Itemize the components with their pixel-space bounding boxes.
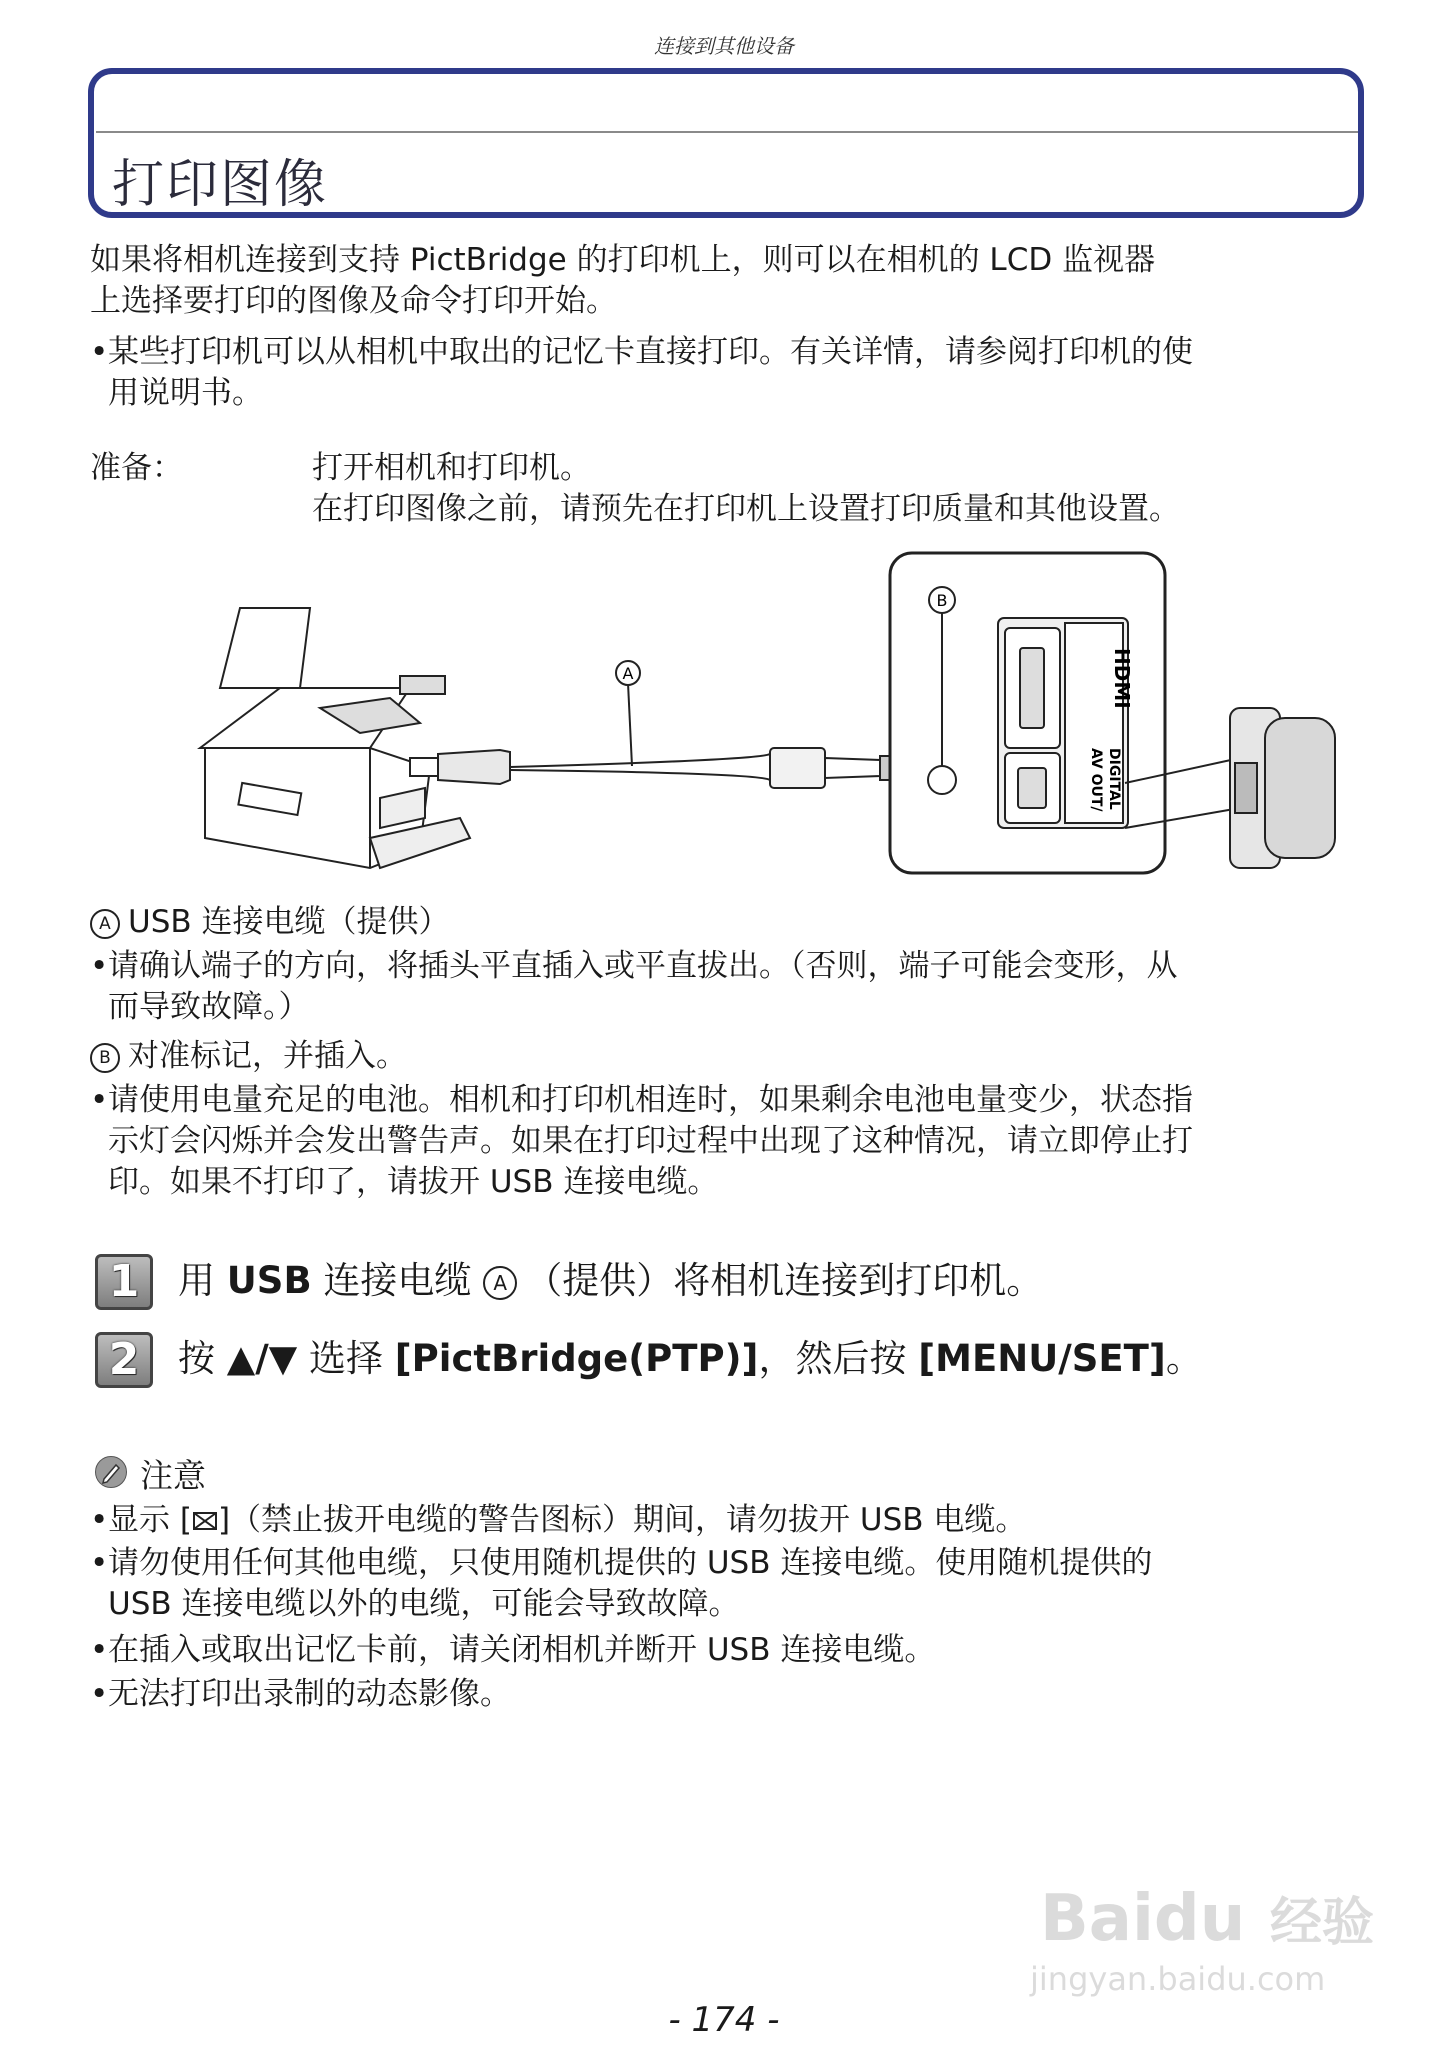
hdmi-label: HDMI (1110, 648, 1134, 709)
page-title: 打印图像 (112, 155, 329, 215)
digital-label: DIGITAL (1106, 748, 1122, 810)
step-2-post: 。 (1165, 1337, 1203, 1380)
watermark-brand-cn: 经验 (1270, 1893, 1375, 1953)
do-not-disconnect-icon (192, 1509, 218, 1533)
page-number: - 174 - (668, 2000, 780, 2040)
legend-b-marker: B (90, 1043, 120, 1073)
step-2-pre: 按 (178, 1337, 227, 1380)
step-1-usb: USB (226, 1259, 312, 1302)
legend-b-bullet-line-1: 请使用电量充足的电池。相机和打印机相连时，如果剩余电池电量变少，状态指 (108, 1082, 1193, 1118)
note-bullet-4-text: 无法打印出录制的动态影像。 (108, 1676, 511, 1712)
legend-a-bullet-line-1: 请确认端子的方向，将插头平直插入或平直拔出。（否则，端子可能会变形，从 (108, 948, 1178, 984)
intro-line-1: 如果将相机连接到支持 PictBridge 的打印机上，则可以在相机的 LCD 监视器 (90, 242, 1156, 278)
pencil-note-icon (95, 1456, 127, 1488)
usb-connection-diagram (160, 548, 1360, 918)
prep-line-1: 打开相机和打印机。 (312, 450, 591, 486)
legend-b-text: 对准标记，并插入。 (128, 1038, 407, 1074)
legend-b (90, 1036, 407, 1077)
legend-a-text: USB 连接电缆（提供） (128, 904, 450, 940)
section-header: 连接到其他设备 (654, 34, 794, 58)
note-bullet-1-pre: 显示 [ (108, 1502, 192, 1538)
step-2-arrows: ▲/▼ (226, 1337, 298, 1380)
watermark-url: jingyan.baidu.com (1030, 1960, 1326, 1998)
intro-bullet-line-2: 用说明书。 (108, 375, 263, 411)
intro-line-2: 上选择要打印的图像及命令打印开始。 (90, 283, 617, 319)
legend-a-bullet-line-2: 而导致故障。） (108, 989, 310, 1025)
label-b: B (936, 591, 948, 610)
legend-b-bullet-line-3: 印。如果不打印了，请拔开 USB 连接电缆。 (108, 1164, 719, 1200)
label-a: A (622, 664, 634, 683)
step-1-mid: 连接电缆 (311, 1259, 484, 1302)
alignment-mark (928, 766, 956, 794)
step-1-pre: 用 (178, 1259, 227, 1302)
step-1-number: 1 (95, 1254, 153, 1310)
av-out-label: AV OUT/ (1088, 748, 1104, 812)
step-1-marker: A (483, 1266, 517, 1300)
prep-line-2: 在打印图像之前，请预先在打印机上设置打印质量和其他设置。 (312, 491, 1180, 527)
intro-bullet-line-1: 某些打印机可以从相机中取出的记忆卡直接打印。有关详情，请参阅打印机的使 (108, 334, 1193, 370)
note-title: 注意 (140, 1456, 206, 1495)
intro-paragraph (90, 240, 1155, 322)
note-bullet-2-line-1: 请勿使用任何其他电缆，只使用随机提供的 USB 连接电缆。使用随机提供的 (108, 1545, 1153, 1581)
step-1-text (178, 1258, 1043, 1304)
watermark-brand: Baidu (1040, 1882, 1246, 1956)
note-bullet-1-post: ]（禁止拔开电缆的警告图标）期间，请勿拔开 USB 电缆。 (217, 1502, 1027, 1538)
usb-cable (410, 748, 922, 788)
title-divider (96, 131, 1358, 133)
printer-illustration (200, 608, 470, 868)
step-2-menu-set: [MENU/SET] (918, 1337, 1166, 1380)
step-2-pictbridge: [PictBridge(PTP)] (394, 1337, 759, 1380)
legend-b-bullet-line-2: 示灯会闪烁并会发出警告声。如果在打印过程中出现了这种情况，请立即停止打 (108, 1123, 1193, 1159)
legend-a (90, 902, 450, 943)
baidu-watermark (1020, 1850, 1400, 2000)
step-1-post: （提供）将相机连接到打印机。 (525, 1259, 1044, 1302)
prep-label: 准备： (90, 450, 183, 486)
step-2-mid: 选择 (297, 1337, 395, 1380)
note-bullet-2-line-2: USB 连接电缆以外的电缆，可能会导致故障。 (108, 1586, 740, 1622)
step-2-text (178, 1336, 1203, 1382)
prep-text (312, 448, 1180, 530)
step-2-mid2: ，然后按 (758, 1337, 919, 1380)
label-a-leader (628, 683, 632, 766)
note-bullet-3-text: 在插入或取出记忆卡前，请关闭相机并断开 USB 连接电缆。 (108, 1632, 936, 1668)
legend-a-marker: A (90, 909, 120, 939)
step-2-number: 2 (95, 1332, 153, 1388)
